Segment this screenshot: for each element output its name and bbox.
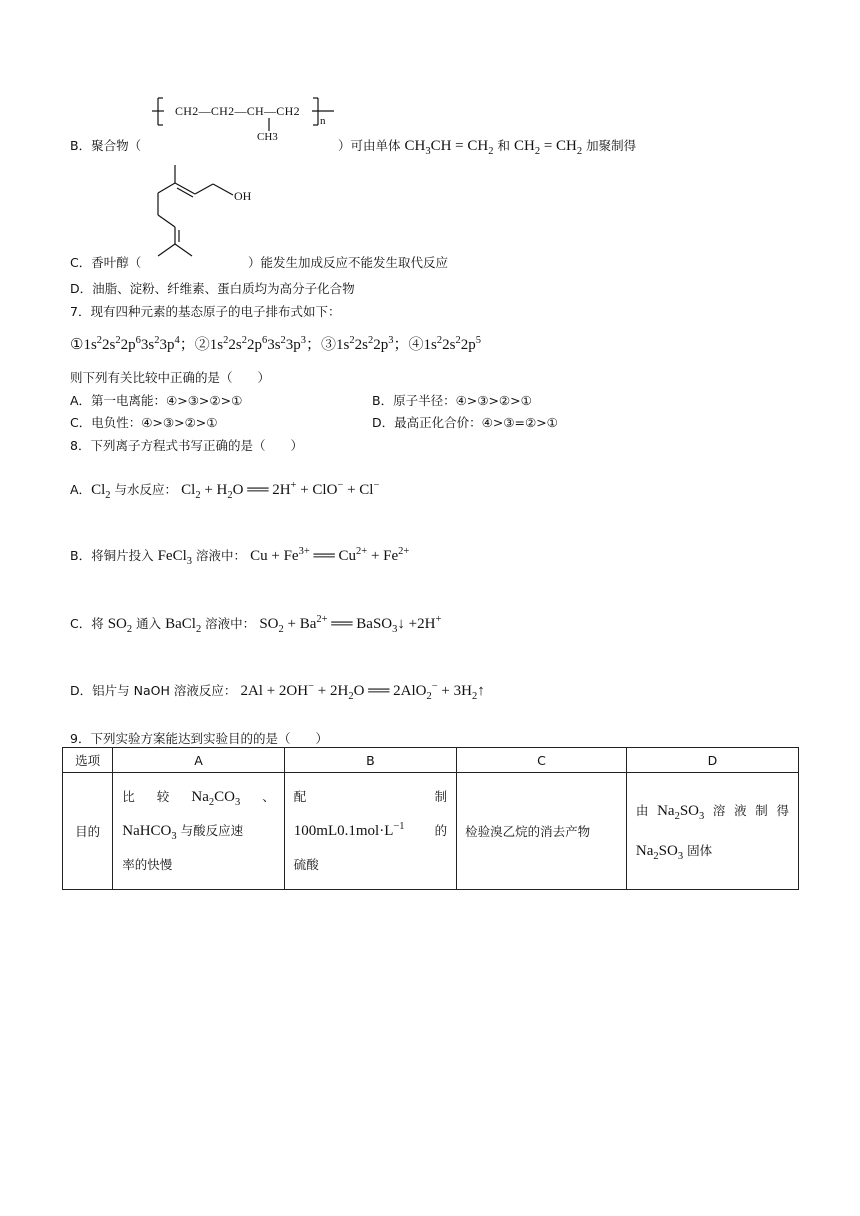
- geraniol-structure: [148, 160, 258, 270]
- q7-ask: 则下列有关比较中正确的是（ ）: [70, 370, 271, 385]
- geraniol-svg: [148, 160, 258, 270]
- q8-option-a: [70, 480, 379, 499]
- table-header-row: [63, 748, 799, 773]
- q6-option-b-rest: [338, 136, 636, 155]
- q6-option-c-rest: ）能发生加成反应不能发生取代反应: [248, 255, 449, 270]
- q7-option-c: C．电负性：④>③>②>①: [70, 415, 218, 430]
- q7-config-3: $③1s^22s^22p^3$: [321, 335, 394, 353]
- q6-option-b: [70, 136, 141, 154]
- polymer-chain-text: CH2—CH2—CH—CH2: [175, 104, 300, 118]
- header-a: A: [113, 748, 285, 773]
- cell-d: 由 $Na_2SO_3$ 溶 液 制 得 $Na_2SO_3$ 固体: [626, 773, 798, 890]
- q8-option-c: [70, 614, 441, 633]
- q9-table: [62, 747, 799, 890]
- cell-a: 比 较 $Na_2CO_3$ 、 NaHCO$_3$ 与酸反应速 率的快慢: [113, 773, 285, 890]
- q6-option-d: D．油脂、淀粉、纤维素、蛋白质均为高分子化合物: [70, 281, 355, 296]
- q6-b-monomer1: $CH_3CH = CH_2$: [404, 138, 494, 157]
- q7-stem: 7．现有四种元素的基态原子的电子排布式如下：: [70, 304, 341, 319]
- polymer-n: n: [320, 115, 326, 127]
- q6-b-end: 加聚制得: [586, 138, 637, 153]
- header-b: B: [284, 748, 456, 773]
- oh-label: OH: [234, 189, 252, 203]
- polymer-branch: CH3: [257, 131, 278, 143]
- q7-option-b: B．原子半径：④>③>②>①: [372, 393, 532, 408]
- cell-c: 检验溴乙烷的消去产物: [457, 773, 627, 890]
- q8-c-equation: $SO_2 + Ba^{2+}$ ══ BaSO$_3$↓ +2H+: [259, 614, 442, 635]
- q7-config-1: $①1s^22s^22p^63s^23p^4$: [70, 335, 180, 353]
- q6-b-suffix: ）可由单体: [338, 138, 401, 153]
- header-option: 选项: [63, 748, 113, 773]
- q8-b-label: B．将铜片投入 FeCl$_3$ 溶液中：: [70, 548, 246, 567]
- cell-b: 配 制 $100mL0.1mol\cdot L^{-1}$ 的 硫酸: [284, 773, 456, 890]
- table-row: [63, 773, 799, 890]
- header-c: C: [457, 748, 627, 773]
- q8-option-b: [70, 546, 409, 565]
- q6-b-monomer2: $CH_2 = CH_2$: [513, 138, 583, 157]
- row-label: 目的: [63, 773, 113, 890]
- q8-option-d: [70, 681, 485, 700]
- q8-d-label: D．铝片与 NaOH 溶液反应：: [70, 683, 237, 698]
- q6-b-prefix: B．聚合物（: [70, 138, 142, 153]
- q6-b-and: 和: [497, 138, 510, 153]
- q8-stem: 8．下列离子方程式书写正确的是（ ）: [70, 438, 303, 453]
- header-d: D: [626, 748, 798, 773]
- q8-b-equation: $Cu + Fe^{3+}$ ══ $Cu^{2+} + Fe^{2+}$: [250, 546, 410, 564]
- q8-d-equation: $2Al + 2OH^- + 2H_2O$ ══ $2AlO_2^- + 3H_2↑$: [240, 681, 485, 702]
- q7-option-d: D．最高正化合价：④>③=②>①: [372, 415, 558, 430]
- q8-a-equation: $Cl_2 + H_2O$ ══ 2H+ + ClO− + Cl−: [181, 480, 380, 501]
- q9-stem: 9．下列实验方案能达到实验目的的是（ ）: [70, 731, 328, 746]
- q7-config-4: $④1s^22s^22p^5$: [408, 335, 481, 353]
- q8-c-label: C．将 $SO_2$ 通入 BaCl$_2$ 溶液中：: [70, 616, 256, 635]
- q6-option-c: C．香叶醇（: [70, 255, 142, 270]
- q8-a-label: A．$Cl_2$ 与水反应：: [70, 482, 177, 501]
- q7-option-a: A．第一电离能：④>③>②>①: [70, 393, 243, 408]
- q7-configs: $①1s^22s^22p^63s^23p^4$；$②1s^22s^22p^63s^23p^3$；$③1s^22s^22p^3$；$④1s^22s^22p^5$: [70, 335, 481, 353]
- q7-config-2: $②1s^22s^22p^63s^23p^3$: [194, 335, 307, 353]
